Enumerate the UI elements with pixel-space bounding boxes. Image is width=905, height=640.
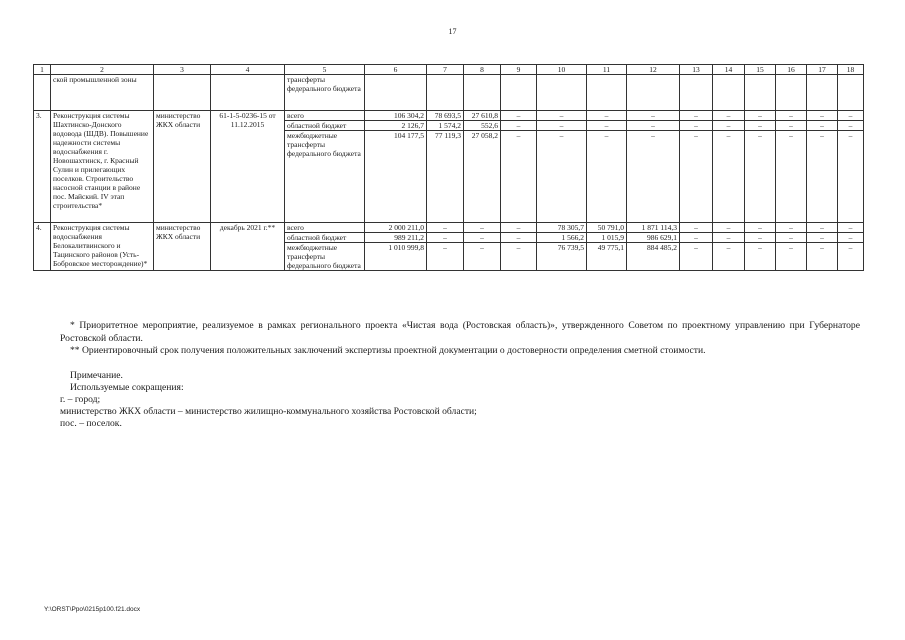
col-header: 8 bbox=[464, 65, 501, 75]
value-cell: – bbox=[838, 223, 864, 233]
page-number: 17 bbox=[448, 27, 457, 36]
value-cell: – bbox=[713, 121, 745, 131]
value-cell: – bbox=[501, 233, 537, 243]
value-cell: 2 000 211,0 bbox=[365, 223, 427, 233]
value-cell: 49 775,1 bbox=[587, 243, 627, 271]
footnote-priority: * Приоритетное мероприятие, реализуемое в рамках регионального проекта «Чистая вода (Ростовская область)», утвержденного Советом по проектному управлению при Губернаторе Ростовской области. bbox=[60, 320, 860, 344]
value-cell: – bbox=[776, 233, 807, 243]
value-cell: – bbox=[427, 223, 464, 233]
value-cell: – bbox=[807, 223, 838, 233]
col-header: 16 bbox=[776, 65, 807, 75]
value-cell: – bbox=[537, 121, 587, 131]
col-header: 9 bbox=[501, 65, 537, 75]
abbreviation-item: пос. – поселок. bbox=[60, 418, 122, 429]
funding-source: межбюджетные трансферты федерального бюджета bbox=[285, 131, 365, 223]
row-number bbox=[34, 75, 51, 111]
col-header: 7 bbox=[427, 65, 464, 75]
value-cell: – bbox=[627, 111, 680, 121]
value-cell: – bbox=[680, 121, 713, 131]
abbreviation-item: г. – город; bbox=[60, 394, 101, 405]
value-cell: – bbox=[745, 243, 776, 271]
value-cell: – bbox=[501, 131, 537, 223]
executor: министерство ЖКХ области bbox=[154, 223, 211, 271]
col-header: 13 bbox=[680, 65, 713, 75]
funding-source: межбюджетные трансферты федерального бюджета bbox=[285, 243, 365, 271]
col-header: 5 bbox=[285, 65, 365, 75]
value-cell: 1 010 999,8 bbox=[365, 243, 427, 271]
footnote-deadline: ** Ориентировочный срок получения положительных заключений экспертизы проектной документации о достоверности определения сметной стоимости. bbox=[70, 345, 706, 356]
value-cell: 884 485,2 bbox=[627, 243, 680, 271]
col-header: 18 bbox=[838, 65, 864, 75]
col-header: 14 bbox=[713, 65, 745, 75]
measure-name: ской промышленной зоны bbox=[51, 75, 154, 111]
value-cell: – bbox=[501, 223, 537, 233]
col-header: 3 bbox=[154, 65, 211, 75]
value-cell: – bbox=[680, 111, 713, 121]
col-header: 1 bbox=[34, 65, 51, 75]
value-cell: – bbox=[776, 131, 807, 223]
value-cell: – bbox=[501, 121, 537, 131]
funding-source: трансферты федерального бюджета bbox=[285, 75, 365, 111]
value-cell: – bbox=[807, 111, 838, 121]
value-cell: 1 871 114,3 bbox=[627, 223, 680, 233]
value-cell: – bbox=[838, 111, 864, 121]
main-table bbox=[33, 64, 864, 271]
value-cell: 78 305,7 bbox=[537, 223, 587, 233]
value-cell: – bbox=[713, 131, 745, 223]
value-cell: 76 739,5 bbox=[537, 243, 587, 271]
document: 61-1-5-0236-15 от 11.12.2015 bbox=[211, 111, 285, 223]
value-cell: 104 177,5 bbox=[365, 131, 427, 223]
value-cell: – bbox=[627, 131, 680, 223]
value-cell: – bbox=[587, 121, 627, 131]
value-cell: 1 574,2 bbox=[427, 121, 464, 131]
funding-source: областной бюджет bbox=[285, 233, 365, 243]
value-cell: – bbox=[427, 233, 464, 243]
value-cell: – bbox=[745, 121, 776, 131]
value-cell: – bbox=[464, 223, 501, 233]
value-cell: 27 058,2 bbox=[464, 131, 501, 223]
col-header: 10 bbox=[537, 65, 587, 75]
table-header-row bbox=[34, 65, 864, 75]
value-cell: – bbox=[464, 233, 501, 243]
value-cell: – bbox=[680, 243, 713, 271]
notes-title: Примечание. bbox=[70, 370, 123, 381]
value-cell: – bbox=[838, 121, 864, 131]
row-number: 3. bbox=[34, 111, 51, 223]
value-cell: – bbox=[838, 131, 864, 223]
value-cell: – bbox=[838, 233, 864, 243]
value-cell: 986 629,1 bbox=[627, 233, 680, 243]
value-cell: 1 015,9 bbox=[587, 233, 627, 243]
value-cell: – bbox=[807, 233, 838, 243]
abbreviation-item: министерство ЖКХ области – министерство жилищно-коммунального хозяйства Ростовской области; bbox=[60, 406, 477, 417]
value-cell: – bbox=[776, 223, 807, 233]
col-header: 17 bbox=[807, 65, 838, 75]
value-cell: – bbox=[807, 131, 838, 223]
value-cell: 50 791,0 bbox=[587, 223, 627, 233]
value-cell: – bbox=[745, 223, 776, 233]
value-cell: – bbox=[537, 131, 587, 223]
value-cell: – bbox=[587, 111, 627, 121]
value-cell: – bbox=[745, 111, 776, 121]
value-cell: – bbox=[501, 243, 537, 271]
executor: министерство ЖКХ области bbox=[154, 111, 211, 223]
value-cell: – bbox=[745, 131, 776, 223]
notes-lead: Используемые сокращения: bbox=[70, 382, 184, 393]
measure-name: Реконструкция системы водоснабжения Белокалитвинского и Тацинского районов (Усть-Бобровское месторождение)* bbox=[51, 223, 154, 271]
value-cell: 106 304,2 bbox=[365, 111, 427, 121]
col-header: 12 bbox=[627, 65, 680, 75]
value-cell: 77 119,3 bbox=[427, 131, 464, 223]
value-cell: – bbox=[776, 243, 807, 271]
col-header: 6 bbox=[365, 65, 427, 75]
value-cell: – bbox=[537, 111, 587, 121]
value-cell: – bbox=[713, 233, 745, 243]
value-cell: – bbox=[776, 121, 807, 131]
measure-name: Реконструкция системы Шахтинско-Донского водовода (ШДВ). Повышение надежности системы водоснабжения г. Новошахтинск, г. Красный Сулин и прилегающих поселков. Строительство насосной станции в районе пос. Майский. IV этап строительства* bbox=[51, 111, 154, 223]
value-cell: 552,6 bbox=[464, 121, 501, 131]
value-cell: – bbox=[713, 223, 745, 233]
value-cell: 27 610,8 bbox=[464, 111, 501, 121]
value-cell: – bbox=[680, 223, 713, 233]
value-cell: – bbox=[807, 243, 838, 271]
executor bbox=[154, 75, 211, 111]
value-cell: 2 126,7 bbox=[365, 121, 427, 131]
value-cell: – bbox=[464, 243, 501, 271]
value-cell: – bbox=[627, 121, 680, 131]
table-row bbox=[34, 111, 864, 121]
col-header: 11 bbox=[587, 65, 627, 75]
col-header: 15 bbox=[745, 65, 776, 75]
value-cell: – bbox=[713, 111, 745, 121]
value-cell: – bbox=[838, 243, 864, 271]
row-number: 4. bbox=[34, 223, 51, 271]
col-header: 4 bbox=[211, 65, 285, 75]
table-row bbox=[34, 75, 864, 111]
value-cell: 78 693,5 bbox=[427, 111, 464, 121]
value-cell: – bbox=[427, 243, 464, 271]
value-cell: 1 566,2 bbox=[537, 233, 587, 243]
col-header: 2 bbox=[51, 65, 154, 75]
funding-source: всего bbox=[285, 111, 365, 121]
value-cell: – bbox=[587, 131, 627, 223]
table-row bbox=[34, 223, 864, 233]
value-cell: – bbox=[680, 131, 713, 223]
funding-source: областной бюджет bbox=[285, 121, 365, 131]
document: декабрь 2021 г.** bbox=[211, 223, 285, 271]
file-path: Y:\ORST\Ppo\0215p100.f21.docx bbox=[44, 606, 141, 613]
value-cell: – bbox=[776, 111, 807, 121]
value-cell: 989 211,2 bbox=[365, 233, 427, 243]
value-cell: – bbox=[680, 233, 713, 243]
value-cell: – bbox=[745, 233, 776, 243]
funding-source: всего bbox=[285, 223, 365, 233]
value-cell: – bbox=[501, 111, 537, 121]
value-cell: – bbox=[807, 121, 838, 131]
document bbox=[211, 75, 285, 111]
value-cell: – bbox=[713, 243, 745, 271]
